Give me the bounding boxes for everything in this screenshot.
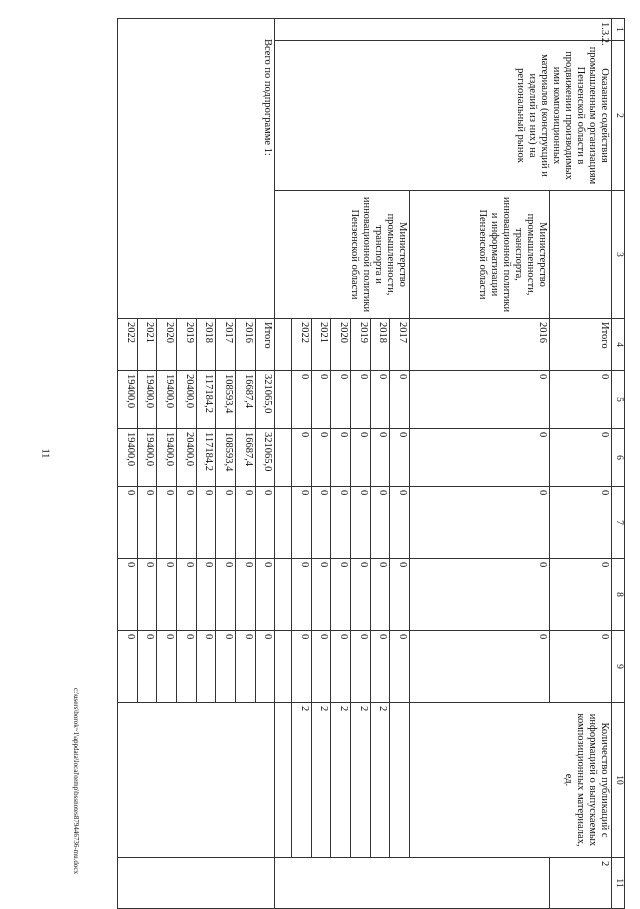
value-cell: 0	[390, 487, 410, 559]
year-cell: 2022	[118, 319, 138, 371]
value-cell: 19400,0	[118, 371, 138, 429]
empty-cell	[118, 703, 275, 858]
value-cell: 0	[351, 631, 371, 703]
value-cell: 0	[196, 559, 216, 631]
value-cell: 0	[331, 487, 351, 559]
year-cell: 2016	[235, 319, 255, 371]
total-label: Всего по подпрограмме 1:	[118, 19, 275, 319]
value-cell: 0	[118, 631, 138, 703]
value-cell: 0	[311, 371, 331, 429]
value-cell: 0	[410, 429, 550, 487]
value-cell: 0	[137, 631, 157, 703]
value-cell: 16687,4	[235, 371, 255, 429]
value-cell: 2	[331, 703, 351, 858]
page-number: 11	[39, 448, 51, 459]
value-cell: 0	[311, 429, 331, 487]
value-cell: 0	[157, 487, 177, 559]
value-cell: 0	[311, 631, 331, 703]
value-cell: 108593,4	[216, 429, 236, 487]
value-cell: 0	[370, 559, 390, 631]
rotated-sheet	[72, 18, 625, 888]
value-cell: 108593,4	[216, 371, 236, 429]
table-wrapper	[72, 18, 625, 888]
year-cell: 2020	[157, 319, 177, 371]
value-cell: 321065,0	[255, 371, 275, 429]
value-cell: 0	[390, 559, 410, 631]
indicator-text: Количество публикаций с информацией о выпускаемых композиционных материалах, ед.	[410, 703, 612, 858]
value-cell: 0	[410, 371, 550, 429]
value-cell: 0	[331, 429, 351, 487]
year-cell: 2018	[196, 319, 216, 371]
executor-cell: Министерство промышленности, транспорта и инновационной политики Пензенской области	[275, 191, 410, 319]
value-cell: 0	[351, 559, 371, 631]
value-cell: 117184,2	[196, 371, 216, 429]
value-cell: 0	[176, 487, 196, 559]
year-cell: 2021	[311, 319, 331, 371]
year-cell: Итого	[255, 319, 275, 371]
value-cell: 0	[550, 429, 612, 487]
year-cell: 2019	[351, 319, 371, 371]
value-cell: 117184,2	[196, 429, 216, 487]
total-row	[255, 19, 275, 909]
value-cell: 19400,0	[137, 429, 157, 487]
value-cell: 321065,0	[255, 429, 275, 487]
year-cell: Итого	[550, 319, 612, 371]
value-cell: 0	[331, 559, 351, 631]
value-cell: 0	[410, 559, 550, 631]
value-cell: 0	[235, 631, 255, 703]
event-name: Оказание содействия промышленным организациям Пензенской области в продвижении производимых ими композиционных материалов (конструкций и изделий из них) на региональный рынок	[275, 41, 612, 191]
value-cell: 0	[351, 371, 371, 429]
empty-cell	[275, 487, 292, 559]
value-cell: 19400,0	[157, 429, 177, 487]
value-cell: 0	[196, 631, 216, 703]
row-number: 1.3.2.	[275, 19, 612, 41]
col-header: 1	[612, 19, 625, 41]
col-header: 5	[612, 371, 625, 429]
empty-cell	[275, 703, 292, 858]
value-cell: 0	[292, 487, 312, 559]
footer-path: c:\users\borok~1\appdata\local\temp\bssnotes879446736-mu.docx	[72, 688, 80, 874]
value-cell: 0	[292, 631, 312, 703]
year-cell: 2018	[370, 319, 390, 371]
col-header: 3	[612, 191, 625, 319]
empty-cell	[275, 371, 292, 429]
value-cell: 2	[351, 703, 371, 858]
value-cell: 0	[311, 559, 331, 631]
year-cell: 2017	[216, 319, 236, 371]
value-cell: 0	[235, 487, 255, 559]
empty-cell	[550, 191, 612, 319]
value-cell: 0	[255, 487, 275, 559]
col-header: 6	[612, 429, 625, 487]
value-cell: 0	[390, 631, 410, 703]
value-cell: 16687,4	[235, 429, 255, 487]
value-cell: 19400,0	[157, 371, 177, 429]
year-cell: 2021	[137, 319, 157, 371]
year-cell: 2017	[390, 319, 410, 371]
year-cell: 2019	[176, 319, 196, 371]
col-header: 10	[612, 703, 625, 858]
col-header: 9	[612, 631, 625, 703]
empty-cell	[275, 559, 292, 631]
value-cell: 0	[157, 559, 177, 631]
value-cell: 0	[390, 371, 410, 429]
value-cell: 0	[351, 429, 371, 487]
value-cell: 2	[311, 703, 331, 858]
table-row	[550, 19, 612, 909]
value-cell: 0	[118, 487, 138, 559]
value-cell: 19400,0	[118, 429, 138, 487]
value-cell: 20400,0	[176, 429, 196, 487]
value-cell: 0	[550, 371, 612, 429]
value-cell: 0	[410, 487, 550, 559]
col-header: 8	[612, 559, 625, 631]
value-cell: 0	[137, 559, 157, 631]
value-cell: 0	[216, 559, 236, 631]
value-cell: 0	[370, 487, 390, 559]
value-cell: 0	[137, 487, 157, 559]
year-cell: 2020	[331, 319, 351, 371]
header-row	[612, 19, 625, 909]
value-cell: 19400,0	[137, 371, 157, 429]
value-cell: 0	[370, 631, 390, 703]
year-cell: 2022	[292, 319, 312, 371]
empty-cell	[275, 631, 292, 703]
value-cell: 0	[410, 631, 550, 703]
value-cell: 0	[157, 631, 177, 703]
value-cell: 0	[370, 429, 390, 487]
value-cell: 0	[311, 487, 331, 559]
year-cell: 2016	[410, 319, 550, 371]
value-cell: 0	[331, 631, 351, 703]
value-cell: 0	[255, 631, 275, 703]
value-cell: 0	[196, 487, 216, 559]
value-cell: 0	[292, 429, 312, 487]
executor-cell: Министерство промышленности, транспорта, инновационной политики и информатизации Пензенской области	[410, 191, 550, 319]
empty-cell	[275, 429, 292, 487]
value-cell: 0	[351, 487, 371, 559]
col-header: 11	[612, 858, 625, 909]
value-cell: 0	[176, 559, 196, 631]
empty-cell	[275, 319, 292, 371]
value-cell: 0	[235, 559, 255, 631]
program-table	[117, 18, 625, 909]
value-cell: 2	[370, 703, 390, 858]
empty-cell	[275, 858, 550, 909]
col-header: 4	[612, 319, 625, 371]
value-cell: 0	[216, 487, 236, 559]
col-header: 2	[612, 41, 625, 191]
value-cell: 0	[292, 371, 312, 429]
value-cell: 0	[390, 429, 410, 487]
value-cell: 0	[118, 559, 138, 631]
value-cell: 2	[292, 703, 312, 858]
value-cell: 0	[292, 559, 312, 631]
value-cell: 20400,0	[176, 371, 196, 429]
value-cell: 0	[550, 559, 612, 631]
value-cell	[390, 703, 410, 858]
target-value: 2	[550, 858, 612, 909]
value-cell: 0	[331, 371, 351, 429]
value-cell: 0	[216, 631, 236, 703]
empty-cell	[118, 858, 275, 909]
value-cell: 0	[370, 371, 390, 429]
value-cell: 0	[550, 487, 612, 559]
value-cell: 0	[255, 559, 275, 631]
value-cell: 0	[550, 631, 612, 703]
col-header: 7	[612, 487, 625, 559]
value-cell: 0	[176, 631, 196, 703]
